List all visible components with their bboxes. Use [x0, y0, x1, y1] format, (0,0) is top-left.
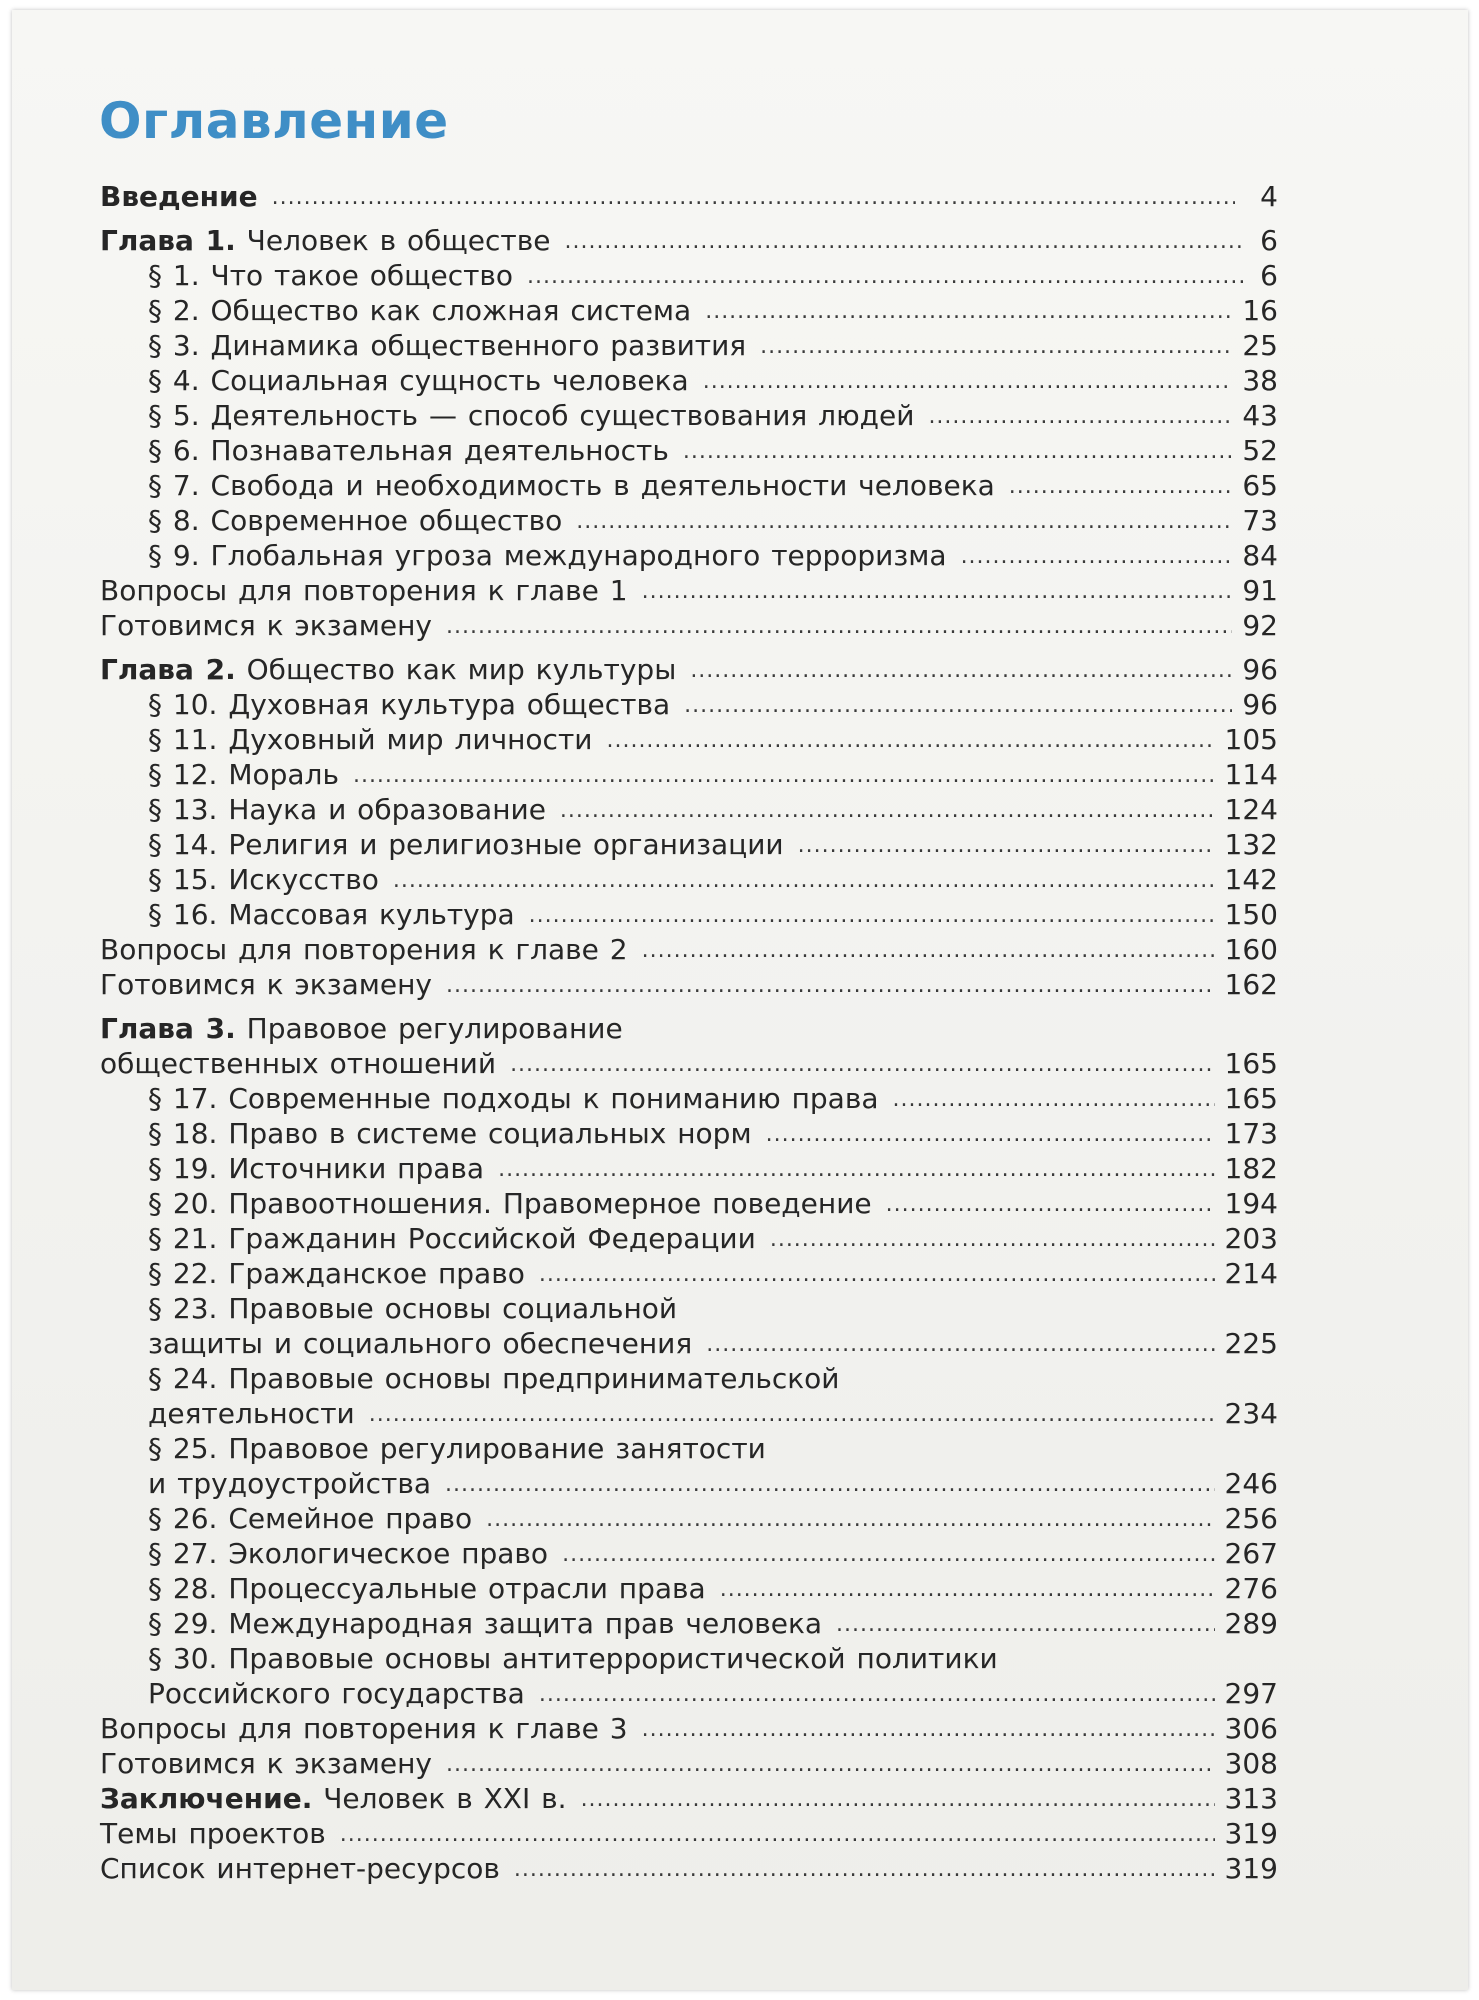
toc-entry-title-line2: деятельности — [148, 1397, 355, 1430]
toc-entry-title: § 27. Экологическое право — [148, 1537, 549, 1570]
leader-dots — [1009, 472, 1233, 502]
chapter-number: Глава 1. — [100, 224, 236, 257]
toc-entry-title: Введение — [100, 180, 258, 213]
toc-entry-title: § 12. Мораль — [148, 758, 339, 791]
toc-entry-projects — [100, 1815, 1278, 1850]
leader-dots — [562, 1540, 1214, 1570]
toc-page-number: 289 — [1224, 1607, 1278, 1640]
toc-entry-section — [100, 257, 1278, 292]
leader-dots — [581, 1785, 1215, 1815]
leader-dots — [560, 796, 1215, 826]
toc-page-number: 96 — [1242, 653, 1278, 686]
chapter-number: Глава 3. — [100, 1012, 236, 1045]
toc-entry-title: § 23. Правовые основы социальной — [148, 1292, 678, 1325]
toc-entry-section — [100, 1290, 1278, 1325]
toc-page-number: 65 — [1242, 469, 1278, 502]
toc-entry-title: § 28. Процессуальные отрасли права — [148, 1572, 706, 1605]
leader-dots — [705, 297, 1232, 327]
toc-entry-title: Вопросы для повторения к главе 3 — [100, 1712, 628, 1745]
toc-page-number: 4 — [1260, 180, 1278, 213]
toc-page-number: 319 — [1224, 1852, 1278, 1885]
toc-page-number: 142 — [1224, 863, 1278, 896]
leader-dots — [272, 183, 1235, 213]
toc-entry-section — [100, 292, 1278, 327]
leader-dots — [642, 1715, 1215, 1745]
toc-entry-section — [100, 1535, 1278, 1570]
leader-dots — [564, 227, 1244, 257]
toc-entry-internet-resources — [100, 1850, 1278, 1885]
toc-page-number: 173 — [1224, 1117, 1278, 1150]
toc-entry-exam-prep — [100, 1745, 1278, 1780]
toc-entry-title: § 19. Источники права — [148, 1152, 485, 1185]
toc-entry-title: § 13. Наука и образование — [148, 793, 546, 826]
toc-page-number: 203 — [1224, 1222, 1278, 1255]
toc-page-number: 276 — [1224, 1572, 1278, 1605]
leader-dots — [606, 726, 1214, 756]
toc-entry-title: Человек в XXI в. — [323, 1782, 567, 1815]
conclusion-label: Заключение. — [100, 1782, 313, 1815]
toc-entry-title: Вопросы для повторения к главе 1 — [100, 574, 628, 607]
leader-dots — [703, 367, 1233, 397]
toc-entry-title: Готовимся к экзамену — [100, 1747, 432, 1780]
toc-entry-title-line2: защиты и социального обеспечения — [148, 1327, 693, 1360]
toc-entry-title: Готовимся к экзамену — [100, 609, 432, 642]
leader-dots — [684, 691, 1232, 721]
toc-entry-introduction — [100, 178, 1278, 213]
leader-dots — [642, 577, 1233, 607]
toc-entry-title: § 11. Духовный мир личности — [148, 723, 593, 756]
toc-entry-review — [100, 931, 1278, 966]
toc-entry-title: § 30. Правовые основы антитеррористической политики — [148, 1642, 998, 1675]
toc-page-number: 84 — [1242, 539, 1278, 572]
leader-dots — [928, 402, 1232, 432]
toc-page-number: 38 — [1242, 364, 1278, 397]
toc-page-number: 165 — [1224, 1047, 1278, 1080]
toc-entry-section — [100, 1500, 1278, 1535]
toc-entry-conclusion — [100, 1780, 1278, 1815]
toc-entry-title: Вопросы для повторения к главе 2 — [100, 933, 628, 966]
leader-dots — [486, 1505, 1214, 1535]
toc-entry-section — [100, 537, 1278, 572]
toc-entry-title-line2: общественных отношений — [100, 1047, 497, 1080]
toc-entry-title: § 5. Деятельность — способ существования людей — [148, 399, 915, 432]
toc-page-number: 319 — [1224, 1817, 1278, 1850]
leader-dots — [353, 761, 1215, 791]
leader-dots — [892, 1085, 1214, 1115]
leader-dots — [539, 1260, 1215, 1290]
toc-page-number: 132 — [1224, 828, 1278, 861]
leader-dots — [886, 1190, 1215, 1220]
toc-page-number: 297 — [1224, 1677, 1278, 1710]
chapter-number: Глава 2. — [100, 653, 236, 686]
toc-page-number: 73 — [1242, 504, 1278, 537]
toc-entry-chapter-2 — [100, 651, 1278, 686]
leader-dots — [961, 542, 1233, 572]
leader-dots — [706, 1330, 1214, 1360]
toc-entry-section-continued — [100, 1675, 1278, 1710]
toc-entry-section — [100, 1430, 1278, 1465]
toc-entry-section — [100, 432, 1278, 467]
leader-dots — [770, 1225, 1215, 1255]
toc-entry-title: Общество как мир культуры — [246, 653, 677, 686]
leader-dots — [760, 332, 1232, 362]
toc-entry-title: § 17. Современные подходы к пониманию права — [148, 1082, 879, 1115]
leader-dots — [445, 1470, 1215, 1500]
toc-entry-title: § 1. Что такое общество — [148, 259, 514, 292]
leader-dots — [446, 612, 1232, 642]
toc-page-number: 6 — [1260, 259, 1278, 292]
leader-dots — [576, 507, 1232, 537]
toc-page-number: 162 — [1224, 968, 1278, 1001]
toc-page-number: 91 — [1242, 574, 1278, 607]
toc-entry-title: § 3. Динамика общественного развития — [148, 329, 747, 362]
toc-entry-section — [100, 1570, 1278, 1605]
toc-entry-section — [100, 1255, 1278, 1290]
toc-page-number: 105 — [1224, 723, 1278, 756]
toc-entry-title-line2: Российского государства — [148, 1677, 525, 1710]
toc-page-number: 43 — [1242, 399, 1278, 432]
leader-dots — [498, 1155, 1214, 1185]
toc-entry-title: § 6. Познавательная деятельность — [148, 434, 669, 467]
toc-entry-title: § 8. Современное общество — [148, 504, 563, 537]
toc-page-number: 313 — [1224, 1782, 1278, 1815]
page-title: Оглавление — [99, 92, 449, 150]
toc-entry-chapter-3 — [100, 1010, 1278, 1045]
leader-dots — [690, 656, 1232, 686]
toc-page-number: 25 — [1242, 329, 1278, 362]
toc-entry-title: Список интернет-ресурсов — [100, 1852, 500, 1885]
toc-entry-title: Человек в обществе — [246, 224, 551, 257]
toc-entry-section — [100, 1220, 1278, 1255]
toc-entry-section-continued — [100, 1395, 1278, 1430]
toc-entry-title: § 25. Правовое регулирование занятости — [148, 1432, 766, 1465]
toc-entry-title: § 10. Духовная культура общества — [148, 688, 671, 721]
toc-entry-section — [100, 467, 1278, 502]
leader-dots — [393, 866, 1215, 896]
toc-page-number: 214 — [1224, 1257, 1278, 1290]
leader-dots — [446, 1750, 1215, 1780]
toc-entry-exam-prep — [100, 607, 1278, 642]
leader-dots — [720, 1575, 1215, 1605]
toc-page-number: 6 — [1260, 224, 1278, 257]
toc-entry-title-line2: и трудоустройства — [148, 1467, 431, 1500]
toc-page-number: 182 — [1224, 1152, 1278, 1185]
toc-entry-title: § 26. Семейное право — [148, 1502, 473, 1535]
toc-page-number: 150 — [1224, 898, 1278, 931]
toc-entry-title: § 4. Социальная сущность человека — [148, 364, 689, 397]
toc-entry-section-continued — [100, 1465, 1278, 1500]
toc-entry-section — [100, 686, 1278, 721]
toc-entry-section — [100, 721, 1278, 756]
toc-entry-title: § 7. Свобода и необходимость в деятельности человека — [148, 469, 995, 502]
toc-entry-section — [100, 397, 1278, 432]
toc-entry-section — [100, 1150, 1278, 1185]
toc-page-number: 225 — [1224, 1327, 1278, 1360]
toc-page-number: 52 — [1242, 434, 1278, 467]
toc-entry-section — [100, 1080, 1278, 1115]
toc-entry-title: § 29. Международная защита прав человека — [148, 1607, 823, 1640]
toc-entry-section — [100, 826, 1278, 861]
toc-entry-title: Правовое регулирование — [246, 1012, 623, 1045]
leader-dots — [683, 437, 1232, 467]
leader-dots — [798, 831, 1215, 861]
toc-entry-title: § 21. Гражданин Российской Федерации — [148, 1222, 756, 1255]
toc-entry-title: § 24. Правовые основы предпринимательской — [148, 1362, 840, 1395]
toc-page-number: 114 — [1224, 758, 1278, 791]
toc-entry-section — [100, 502, 1278, 537]
toc-page-number: 267 — [1224, 1537, 1278, 1570]
toc-entry-section — [100, 362, 1278, 397]
toc-page-number: 16 — [1242, 294, 1278, 327]
leader-dots — [766, 1120, 1215, 1150]
toc-entry-title: § 2. Общество как сложная система — [148, 294, 692, 327]
toc-entry-section — [100, 327, 1278, 362]
toc-page-number: 96 — [1242, 688, 1278, 721]
toc-entry-title: § 14. Религия и религиозные организации — [148, 828, 784, 861]
toc-entry-exam-prep — [100, 966, 1278, 1001]
leader-dots — [529, 901, 1215, 931]
toc-page-number: 124 — [1224, 793, 1278, 826]
toc-page-number: 306 — [1224, 1712, 1278, 1745]
leader-dots — [527, 262, 1243, 292]
toc-entry-title: § 15. Искусство — [148, 863, 379, 896]
leader-dots — [369, 1400, 1215, 1430]
toc-entry-review — [100, 1710, 1278, 1745]
toc-entry-chapter-1 — [100, 222, 1278, 257]
leader-dots — [642, 936, 1215, 966]
toc-page-number: 246 — [1224, 1467, 1278, 1500]
toc-entry-title: § 20. Правоотношения. Правомерное поведение — [148, 1187, 872, 1220]
toc-entry-section — [100, 1605, 1278, 1640]
toc-entry-section — [100, 756, 1278, 791]
toc-entry-section — [100, 1115, 1278, 1150]
toc-page-number: 256 — [1224, 1502, 1278, 1535]
leader-dots — [446, 971, 1215, 1001]
toc-page-number: 194 — [1224, 1187, 1278, 1220]
toc-entry-title: § 9. Глобальная угроза международного терроризма — [148, 539, 947, 572]
leader-dots — [539, 1680, 1215, 1710]
toc-entry-section — [100, 1360, 1278, 1395]
toc-entry-chapter-3-continued — [100, 1045, 1278, 1080]
toc-page-number: 308 — [1224, 1747, 1278, 1780]
toc-entry-review — [100, 572, 1278, 607]
leader-dots — [510, 1050, 1214, 1080]
toc-entry-section-continued — [100, 1325, 1278, 1360]
book-page — [12, 10, 1468, 1990]
toc-entry-section — [100, 791, 1278, 826]
toc-page-number: 160 — [1224, 933, 1278, 966]
table-of-contents — [100, 178, 1278, 1885]
leader-dots — [836, 1610, 1215, 1640]
leader-dots — [514, 1855, 1215, 1885]
toc-entry-section — [100, 896, 1278, 931]
toc-entry-section — [100, 861, 1278, 896]
toc-entry-title: § 22. Гражданское право — [148, 1257, 525, 1290]
toc-entry-title: Готовимся к экзамену — [100, 968, 432, 1001]
toc-entry-section — [100, 1640, 1278, 1675]
leader-dots — [340, 1820, 1215, 1850]
toc-page-number: 234 — [1224, 1397, 1278, 1430]
toc-entry-title: § 16. Массовая культура — [148, 898, 515, 931]
toc-entry-title: § 18. Право в системе социальных норм — [148, 1117, 752, 1150]
toc-entry-section — [100, 1185, 1278, 1220]
toc-entry-title: Темы проектов — [100, 1817, 326, 1850]
toc-page-number: 92 — [1242, 609, 1278, 642]
toc-page-number: 165 — [1224, 1082, 1278, 1115]
